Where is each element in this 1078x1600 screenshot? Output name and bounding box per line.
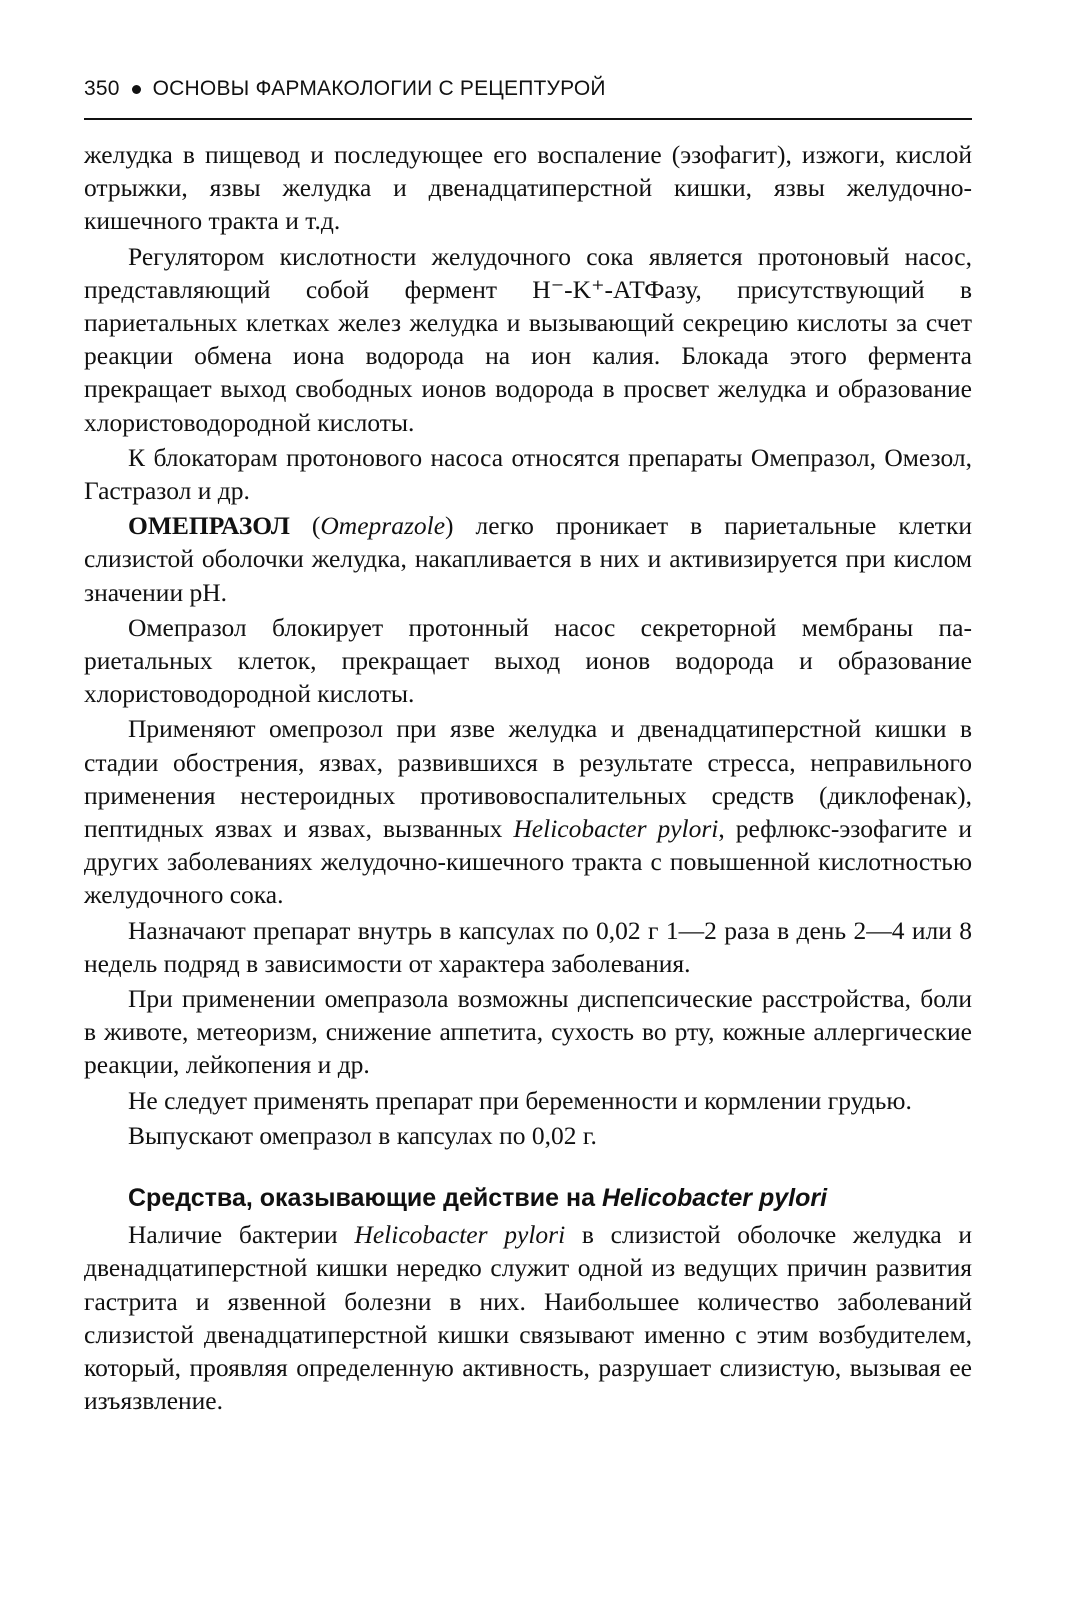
paragraph-omeprazole <box>84 509 972 609</box>
paragraph-indications <box>84 712 972 911</box>
section-heading <box>128 1182 972 1214</box>
indications-end: , рефлюкс-эзофагите и других заболеваниях желудочно-кишечного тракта с повышенной кислотностью желудочного сока. <box>84 814 972 910</box>
paragraph-contraindications: Не следует применять препарат при беременности и кормлении грудью. <box>128 1085 912 1115</box>
paragraph-release-form: Выпускают омепразол в капсулах по 0,02 г. <box>128 1120 597 1150</box>
page-number: 350 <box>84 77 120 100</box>
paren-open: ( <box>289 511 321 541</box>
indications-start: Применяют омепрозол при язве желудка и двенадцатиперстной кишки в стадии обострения, язвах, развившихся в результате стресса, неправильного применения нестероидных противовоспалительных средств (диклофенак), пептидных язвах и язвах, вызванных <box>84 714 972 844</box>
section-heading-latin: Helicobacter pylori <box>601 1184 828 1213</box>
paragraph-continued: желудка в пищевод и последующее его воспаление (эзофагит), изжоги, кислой отрыжки, язвы желудка и двенадцатиперстной кишки, язвы желудочно-кишечного тракта и т.д. <box>84 140 972 236</box>
paragraph-proton-pump: Регулятором кислотности желудочного сока является протоновый насос, представляющий собой фермент H⁻-K⁺-АТФазу, присутствующий в париетальных клетках желез желудка и вызывающий секрецию кислоты за счет реакции обмена иона водорода на ион калия. Блокада этого фермента прекращает выход свободных ионов водорода в просвет желудка и образование хлористоводородной кислоты. <box>84 241 972 437</box>
helicobacter-end: в слизистой оболочке желудка и двенадцатиперстной кишки нередко служит одной из ведущих причин развития гастрита и язвенной болезни в них. Наибольшее количество заболеваний слизистой двенадцатиперстной кишки связывают именно с этим возбудителем, который, проявляя определенную активность, разрушает слизистую, вызывая ее изъязвление. <box>84 1220 973 1416</box>
paragraph-helicobacter <box>84 1218 972 1417</box>
paragraph-blockers: К блокаторам протонового насоса относятся препараты Омепразол, Омезол, Гастразол и др. <box>84 442 972 506</box>
paragraph-side-effects: При применении омепразола возможны диспепсические расстройства, боли в животе, метеоризм, снижение аппетита, сухость во рту, кожные аллергические реакции, лейкопения и др. <box>84 984 972 1080</box>
section-heading-text: Средства, оказывающие действие на <box>128 1184 602 1213</box>
helicobacter-start: Наличие бактерии <box>128 1220 355 1250</box>
paragraph-omeprazole-rest: ) легко проникает в париетальные клетки слизистой оболочки желудка, накапливается в них и активизируется при кислом значении pH. <box>84 511 972 607</box>
section-body <box>84 1218 972 1417</box>
drug-name-term: ОМЕПРАЗОЛ <box>128 511 290 541</box>
header-rule <box>84 118 972 120</box>
running-title: ОСНОВЫ ФАРМАКОЛОГИИ С РЕЦЕПТУРОЙ <box>152 77 606 100</box>
paragraph-dosage: Назначают препарат внутрь в капсулах по 0,02 г 1—2 раза в день 2—4 или 8 недель подряд в зависимости от характера заболевания. <box>84 915 972 978</box>
book-page <box>84 72 972 1419</box>
paragraph-mechanism: Омепразол блокирует протонный насос секреторной мембраны париетальных клеток, прекращает выход ионов водорода и образование хлористоводородной кислоты. <box>84 612 972 709</box>
bullet-dot-icon <box>132 85 141 94</box>
helicobacter-latin: Helicobacter pylori <box>354 1220 566 1250</box>
body-text <box>84 138 972 1152</box>
latin-helicobacter: Helicobacter pylori <box>513 814 719 844</box>
running-header <box>84 72 972 106</box>
drug-latin-name: Omeprazole <box>320 511 446 541</box>
